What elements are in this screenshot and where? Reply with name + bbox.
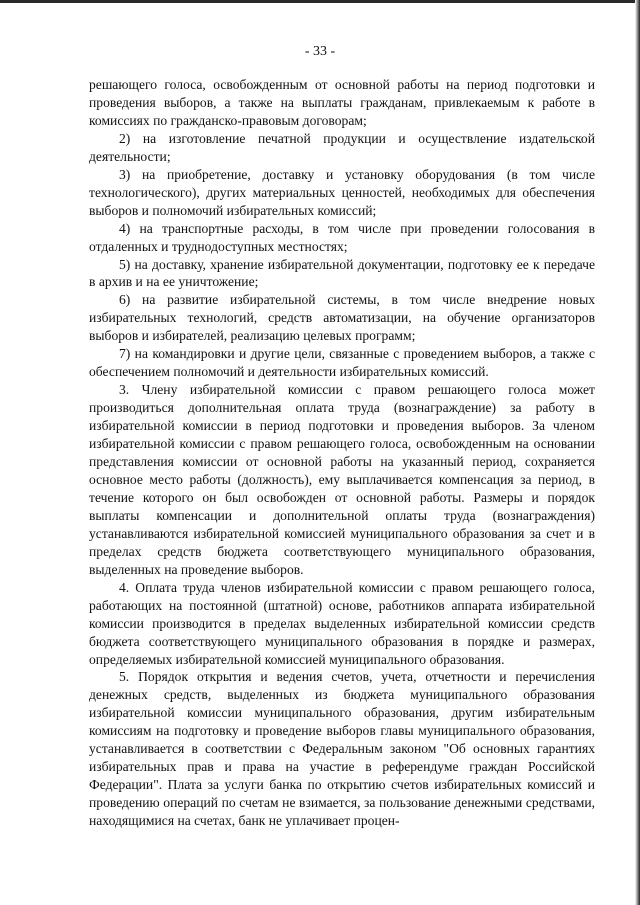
paragraph-item-4: 4) на транспортные расходы, в том числе при проведении голосования в отдаленных и труднодоступных местностях; — [89, 220, 595, 254]
paragraph-section-3: 3. Члену избирательной комиссии с правом решающего голоса может производиться дополнительная оплата труда (вознаграждение) за работу в избирательной комиссии в период подготовки и проведения выборов. За членом избирательной комиссии с правом решающего голоса, освобожденным на основании представления комиссии от основной работы на указанный период, сохраняется основное место работы (должность), ему выплачивается компенсация за период, в течение которого он был освобожден от основной работы. Размеры и порядок выплаты компенсации и дополнительной оплаты труда (вознаграждения) устанавливаются избирательной комиссией муниципального образования за счет и в пределах средств бюджета соответствующего муниципального образования, выделенных на проведение выборов. — [89, 382, 595, 577]
paragraph-continuation: решающего голоса, освобожденным от основной работы на период подготовки и проведения выборов, а также на выплаты гражданам, привлекаемым к работе в комиссиях по гражданско-правовым договорам; — [89, 77, 595, 128]
scan-edge-top — [0, 0, 640, 3]
paragraph-item-7: 7) на командировки и другие цели, связанные с проведением выборов, а также с обеспечением полномочий и деятельности избирательных комиссий. — [89, 346, 595, 380]
body-text — [89, 76, 595, 830]
paragraph-item-5: 5) на доставку, хранение избирательной документации, подготовку ее к передаче в архив и на ее уничтожение; — [89, 256, 595, 290]
page-number: - 33 - — [304, 44, 336, 59]
paragraph-item-2: 2) на изготовление печатной продукции и осуществление издательской деятельности; — [89, 130, 595, 164]
paragraph-item-6: 6) на развитие избирательной системы, в том числе внедрение новых избирательных технологий, средств автоматизации, на обучение организаторов выборов и избирателей, реализацию целевых программ; — [89, 292, 595, 344]
paragraph-section-5: 5. Порядок открытия и ведения счетов, учета, отчетности и перечисления денежных средств, выделенных из бюджета муниципального образования избирательной комиссии муниципального образования, другим избирательным комиссиям на подготовку и проведение выборов главы муниципального образования, устанавливается в соответствии с Федеральным законом "Об основных гарантиях избирательных прав и права на участие в референдуме граждан Российской Федерации". Плата за услуги банка по открытию счетов избирательных комиссий и проведению операций по счетам не взимается, за пользование денежными средствами, находящимися на счетах, банк не уплачивает процен- — [89, 669, 595, 829]
paragraph-item-3: 3) на приобретение, доставку и установку оборудования (в том числе технологического), других материальных ценностей, необходимых для обеспечения выборов и полномочий избирательных комиссий; — [89, 166, 595, 218]
scan-edge-right — [635, 0, 640, 905]
paragraph-section-4: 4. Оплата труда членов избирательной комиссии с правом решающего голоса, работающих на постоянной (штатной) основе, работников аппарата избирательной комиссии производится в пределах выделенных избирательной комиссии средств бюджета соответствующего муниципального образования в порядке и размерах, определяемых избирательной комиссией муниципального образования. — [89, 579, 595, 667]
